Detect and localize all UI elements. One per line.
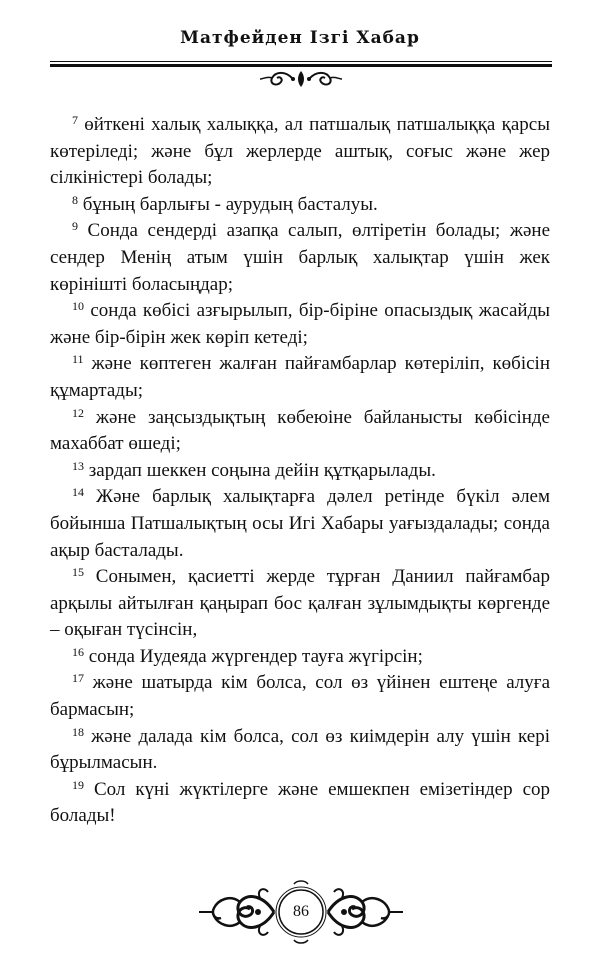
verse-text: және далада кім болса, сол өз киімдерін алу үшін кері бұрылмасын. <box>50 725 550 774</box>
verse <box>50 405 550 458</box>
verse-text: және заңсыздықтың көбеюіне байланысты көбісінде махаббат өшеді; <box>50 406 550 455</box>
verse-number: 12 <box>72 405 84 420</box>
header-rule-thick <box>50 64 552 67</box>
verse-text: Және барлық халықтарға дәлел ретінде бүкіл әлем бойынша Патшалықтың осы Игі Хабары уағыздалады; сонда ақыр басталады. <box>50 486 551 561</box>
verse <box>50 218 550 298</box>
page-header-title: Матфейден Ізгі Хабар <box>180 28 420 48</box>
verse <box>50 192 550 219</box>
verse <box>50 298 550 351</box>
verse-number: 8 <box>72 192 78 207</box>
verse-text: өйткені халық халыққа, ал патшалық патшалыққа қарсы көтеріледі; және бұл жерлерде аштық, соғыс және жер сілкіністері болады; <box>50 114 550 189</box>
verse <box>50 484 550 564</box>
verse-text: Сонда сендерді азапқа салып, өлтіретін болады; және сендер Менің атым үшін барлық халықтар үшін жек көрінішті боласыңдар; <box>50 220 551 295</box>
verse-number: 19 <box>72 777 84 792</box>
verse-text: Сол күні жүктілерге және емшекпен емізетіндер сор болады! <box>50 778 551 827</box>
verse-number: 10 <box>72 299 84 314</box>
verse-text: зардап шеккен соңына дейін құтқарылады. <box>88 459 436 481</box>
verse-text: сонда көбісі азғырылып, бір-біріне опасыздық жасайды және бір-бірін жек көріп кетеді; <box>50 300 550 348</box>
verse-number: 14 <box>72 485 84 500</box>
verse-text: Сонымен, қасиетті жерде тұрған Даниил пайғамбар арқылы айтылған қаңырап бос қалған зұлымдықты көргенде – оқыған түсінсін, <box>50 566 550 641</box>
verse-text: сонда Иудеяда жүргендер тауға жүгірсін; <box>88 645 423 667</box>
verse-text: бұның барлығы - аурудың басталуы. <box>82 193 378 215</box>
verse-text: және көптеген жалған пайғамбарлар көтеріліп, көбісін құмартады; <box>50 353 550 401</box>
scripture-text <box>50 112 550 830</box>
verse <box>50 670 550 723</box>
verse <box>50 777 550 830</box>
verse <box>50 564 550 644</box>
verse-text: және шатырда кім болса, сол өз үйінен ештеңе алуға бармасын; <box>50 672 551 721</box>
verse-number: 11 <box>72 352 84 367</box>
verse-number: 15 <box>72 565 84 580</box>
page-number: 86 <box>293 903 309 920</box>
header-rule-thin <box>50 61 552 62</box>
header-flourish-ornament <box>258 68 344 90</box>
verse-number: 13 <box>72 458 84 473</box>
verse-number: 17 <box>72 671 84 686</box>
verse <box>50 458 550 485</box>
verse <box>50 724 550 777</box>
verse-number: 16 <box>72 644 84 659</box>
verse-number: 18 <box>72 724 84 739</box>
verse <box>50 351 550 404</box>
verse <box>50 112 550 192</box>
verse <box>50 644 550 671</box>
verse-number: 9 <box>72 219 78 234</box>
verse-number: 7 <box>72 113 78 127</box>
